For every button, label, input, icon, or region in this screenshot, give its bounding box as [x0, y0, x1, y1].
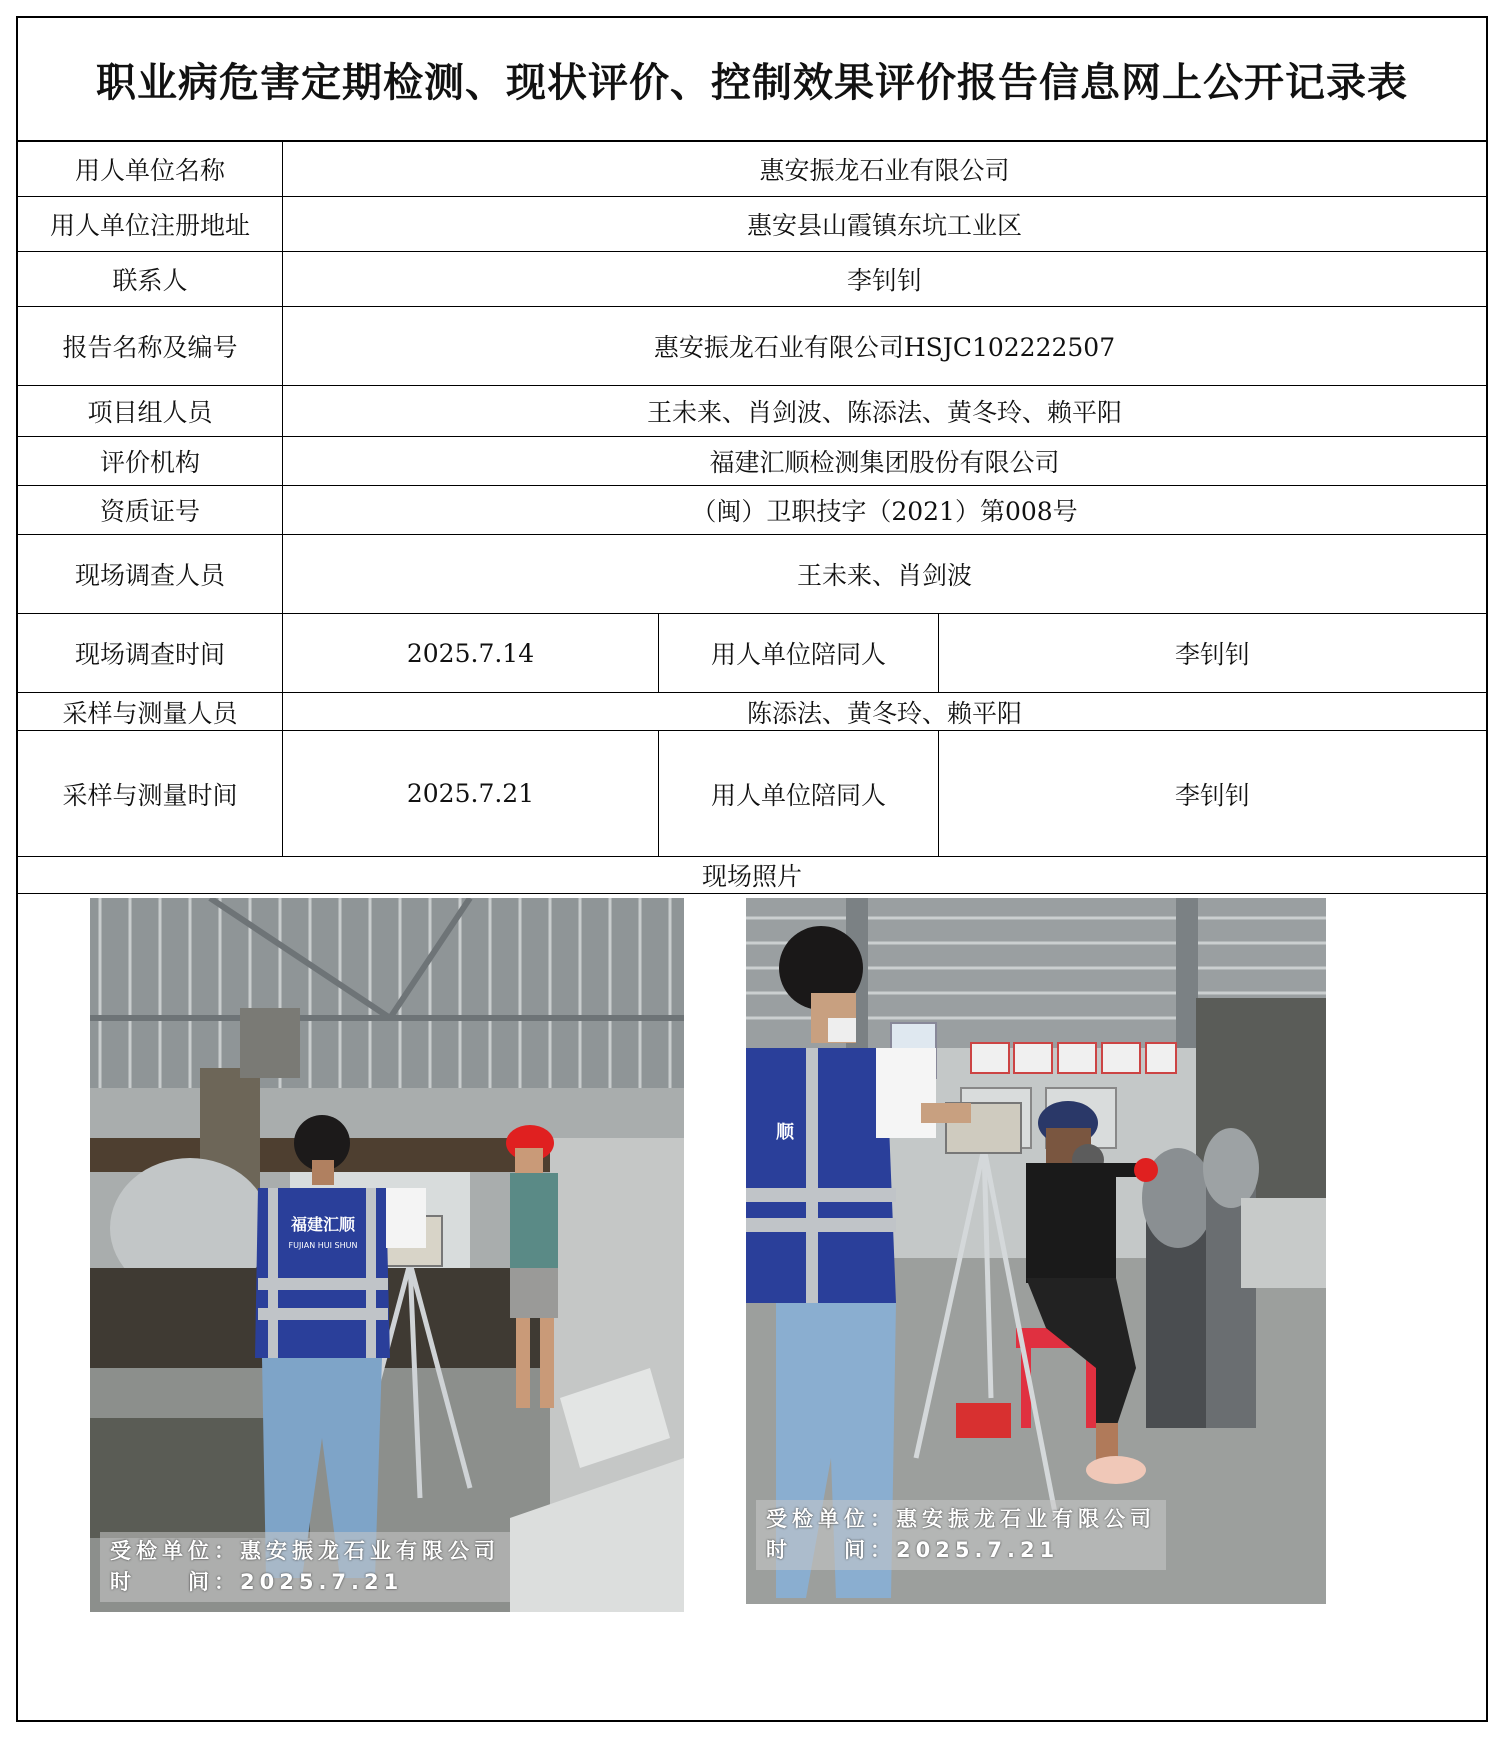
vest-logo-text-1: 福建汇顺	[290, 1215, 356, 1234]
value-sampling-staff: 陈添法、黄冬玲、赖平阳	[282, 693, 1486, 730]
label-report: 报告名称及编号	[62, 333, 238, 362]
label-qualification: 资质证号	[99, 497, 200, 526]
row-employer-address	[18, 197, 1486, 252]
row-sampling-time	[18, 731, 1486, 857]
site-photo-2	[746, 898, 1326, 1604]
value-sampling-companion: 李钊钊	[938, 731, 1486, 856]
label-agency: 评价机构	[99, 448, 200, 477]
photo-caption-1-time: 时 间：2025.7.21	[110, 1570, 404, 1594]
row-qualification	[18, 486, 1486, 535]
value-survey-companion: 李钊钊	[938, 614, 1486, 692]
photo-caption-2	[756, 1500, 1166, 1570]
value-qualification: （闽）卫职技字（2021）第008号	[282, 486, 1486, 534]
row-survey-staff	[18, 535, 1486, 614]
value-sampling-time: 2025.7.21	[282, 731, 658, 856]
row-agency	[18, 437, 1486, 486]
row-photos-header	[18, 857, 1486, 894]
label-sampling-time: 采样与测量时间	[62, 780, 238, 810]
photo-caption-2-time: 时 间：2025.7.21	[766, 1538, 1060, 1562]
label-sampling-companion: 用人单位陪同人	[658, 731, 938, 856]
value-project-members: 王未来、肖剑波、陈添法、黄冬玲、赖平阳	[282, 386, 1486, 436]
value-survey-staff: 王未来、肖剑波	[282, 535, 1486, 613]
row-report	[18, 307, 1486, 386]
row-sampling-staff	[18, 693, 1486, 731]
value-survey-time: 2025.7.14	[282, 614, 658, 692]
value-agency: 福建汇顺检测集团股份有限公司	[282, 437, 1486, 485]
label-employer-address: 用人单位注册地址	[49, 211, 250, 240]
photo-caption-1-unit: 受检单位：惠安振龙石业有限公司	[110, 1539, 500, 1563]
vest-logo-subtext-1: FUJIAN HUI SHUN	[288, 1241, 358, 1250]
record-form	[16, 16, 1488, 1722]
vest-logo-text-2: 顺	[776, 1122, 794, 1143]
label-survey-time: 现场调查时间	[74, 640, 225, 669]
value-employer-address: 惠安县山霞镇东坑工业区	[282, 197, 1486, 251]
value-report: 惠安振龙石业有限公司HSJC102222507	[282, 307, 1486, 385]
label-survey-staff: 现场调查人员	[74, 561, 225, 590]
label-contact: 联系人	[112, 266, 188, 295]
photo-caption-2-unit: 受检单位：惠安振龙石业有限公司	[766, 1507, 1156, 1531]
label-employer-name: 用人单位名称	[74, 156, 225, 185]
site-photo-1-image	[90, 898, 684, 1612]
photo-caption-1	[100, 1532, 510, 1602]
row-employer-name	[18, 142, 1486, 197]
label-survey-companion: 用人单位陪同人	[658, 614, 938, 692]
row-survey-time	[18, 614, 1486, 693]
value-employer-name: 惠安振龙石业有限公司	[282, 142, 1486, 196]
form-title: 职业病危害定期检测、现状评价、控制效果评价报告信息网上公开记录表	[18, 18, 1486, 142]
label-sampling-staff: 采样与测量人员	[62, 698, 238, 728]
site-photo-1	[90, 898, 684, 1612]
row-contact	[18, 252, 1486, 307]
photos-header: 现场照片	[701, 862, 802, 891]
row-project-members	[18, 386, 1486, 437]
label-project-members: 项目组人员	[87, 398, 213, 427]
value-contact: 李钊钊	[282, 252, 1486, 306]
site-photo-2-image	[746, 898, 1326, 1604]
